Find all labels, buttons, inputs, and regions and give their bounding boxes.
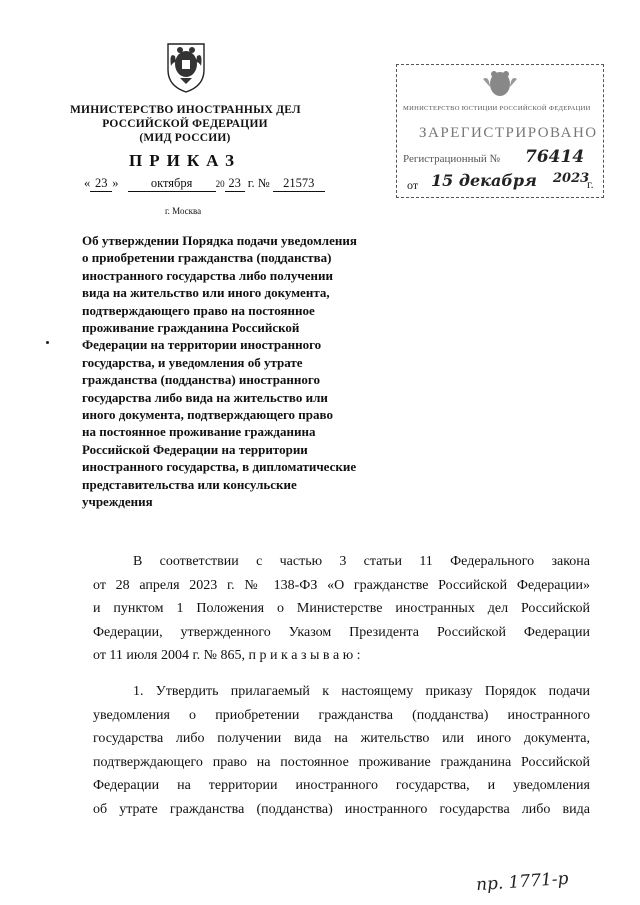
- clause-1-paragraph: [93, 680, 590, 822]
- ministry-name-line1: МИНИСТЕРСТВО ИНОСТРАННЫХ ДЕЛ: [70, 104, 301, 116]
- ministry-abbreviation: (МИД РОССИИ): [139, 132, 231, 144]
- title-line: государства, и уведомления об утрате: [82, 354, 303, 370]
- stamp-reg-number: 76414: [525, 147, 585, 167]
- order-date-month: октября: [128, 176, 216, 192]
- title-line: иностранного государства либо получении: [82, 267, 333, 283]
- stamp-org-name: МИНИСТЕРСТВО ЮСТИЦИИ РОССИЙСКОЙ ФЕДЕРАЦИИ: [403, 105, 591, 112]
- paragraph-line: 1. Утвердить прилагаемый к настоящему приказу Порядок подачи: [133, 684, 590, 699]
- paragraph-line: от 11 июля 2004 г. № 865, п р и к а з ы в а ю :: [93, 648, 361, 664]
- paragraph-line: об утрате гражданства (подданства) иностранного государства либо вида: [93, 801, 590, 817]
- order-date-year-prefix: 20: [215, 179, 225, 189]
- order-number: 21573: [273, 176, 325, 192]
- coat-of-arms-emblem: [162, 40, 210, 94]
- stamp-year-suffix: г.: [587, 177, 594, 191]
- order-date-line: « 23 » октября 20 23 г. № 21573: [84, 176, 325, 192]
- stamp-date-prefix: от: [407, 178, 419, 192]
- margin-mark: [46, 341, 49, 344]
- title-line: гражданства (подданства) иностранного: [82, 372, 320, 388]
- stamp-status: ЗАРЕГИСТРИРОВАНО: [419, 125, 598, 141]
- paragraph-line: и пунктом 1 Положения о Министерстве иностранных дел Российской: [93, 601, 590, 617]
- title-line: на постоянное проживание гражданина: [82, 424, 316, 440]
- paragraph-line: подтверждающего право на постоянное проживание гражданина Российской: [93, 754, 590, 770]
- paragraph-line: Федерации на территории иностранного государства, и уведомления: [93, 778, 590, 794]
- title-line: о приобретении гражданства (подданства): [82, 250, 332, 266]
- title-line: подтверждающего право на постоянное: [82, 302, 315, 318]
- title-line: Российской Федерации на территории: [82, 441, 308, 457]
- handwritten-annotation: пр. 1771-р: [475, 868, 570, 896]
- title-line: проживание гражданина Российской: [82, 320, 300, 336]
- title-line: вида на жительство или иного документа,: [82, 285, 330, 301]
- paragraph-line: государства либо получении вида на жительство или иного документа,: [93, 731, 590, 747]
- paragraph-line: В соответствии с частью 3 статьи 11 Федерального закона: [133, 554, 590, 569]
- title-line: государства либо вида на жительство или: [82, 389, 328, 405]
- order-date-year: 23: [225, 176, 245, 192]
- title-line: иностранного государства, в дипломатические: [82, 459, 357, 475]
- ministry-header: [70, 103, 300, 145]
- issue-city: г. Москва: [165, 206, 202, 216]
- preamble-paragraph: [93, 550, 590, 668]
- year-suffix: г.: [247, 176, 255, 190]
- title-line: представительства или консульские: [82, 476, 297, 492]
- title-line: Об утверждении Порядка подачи уведомления: [82, 233, 357, 248]
- title-line: Федерации на территории иностранного: [82, 337, 322, 353]
- stamp-year-handwritten: 2023: [553, 171, 590, 186]
- registration-stamp: [396, 64, 604, 198]
- paragraph-line: Федерации, утвержденного Указом Президента Российской Федерации: [93, 624, 590, 640]
- stamp-date-handwritten: 15 декабря: [431, 171, 537, 190]
- paragraph-line: от 28 апреля 2023 г. № 138-ФЗ «О гражданстве Российской Федерации»: [93, 577, 590, 593]
- document-title: [82, 232, 412, 511]
- title-line: иного документа, подтверждающего право: [82, 407, 333, 423]
- title-line: учреждения: [82, 494, 153, 510]
- paragraph-line: уведомления о приобретении гражданства (подданства) иностранного: [93, 707, 590, 723]
- stamp-emblem-icon: [481, 69, 519, 99]
- order-date-day: 23: [90, 176, 112, 192]
- number-sign: №: [257, 176, 270, 190]
- document-type-title: ПРИКАЗ: [129, 151, 241, 170]
- ministry-name-line2: РОССИЙСКОЙ ФЕДЕРАЦИИ: [102, 118, 268, 130]
- stamp-reg-label: Регистрационный №: [403, 153, 501, 165]
